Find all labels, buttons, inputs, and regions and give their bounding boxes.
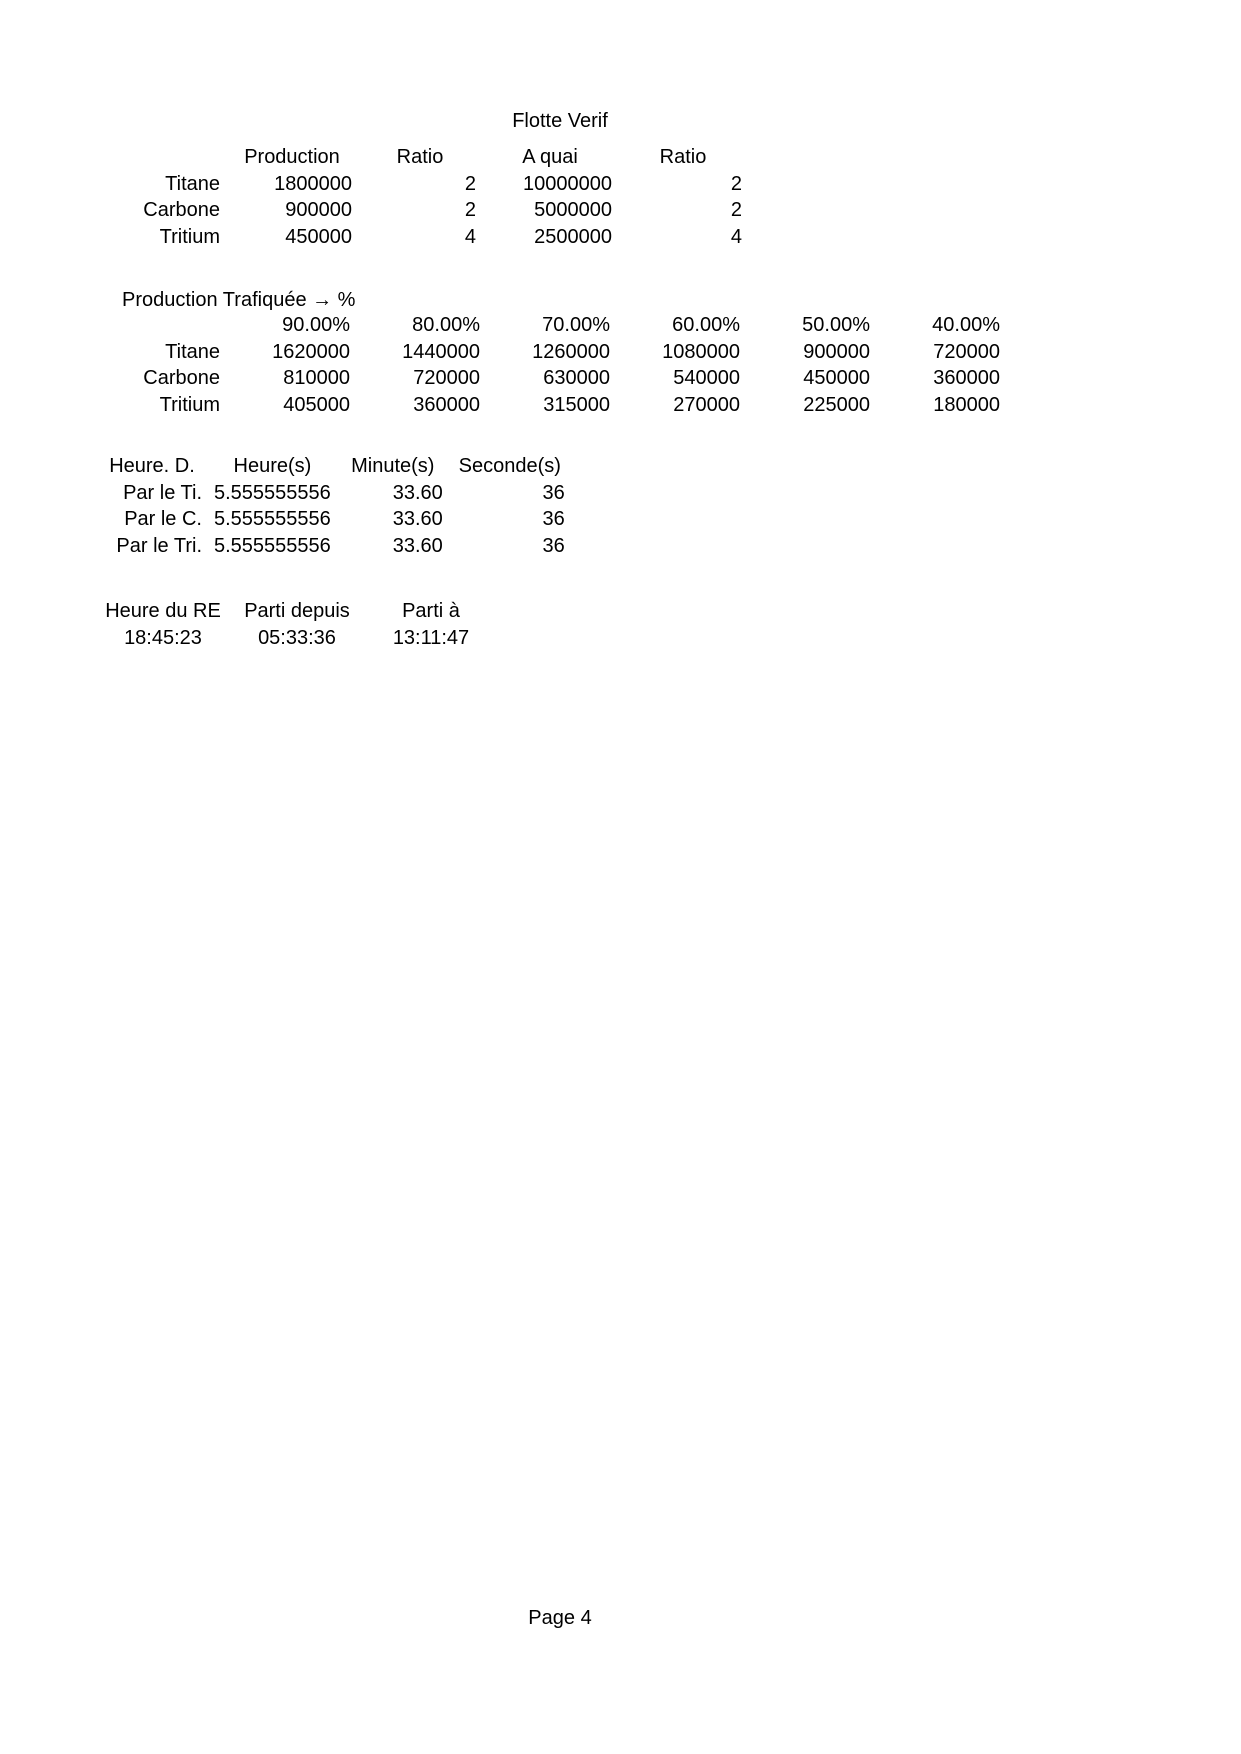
column-header-percent-40: 40.00% [932,314,1000,336]
cell-parti-a: 13:11:47 [392,626,470,649]
column-header-percent-90: 90.00% [282,314,350,336]
cell-titane-80: 1440000 [402,340,480,363]
column-header-parti-a: Parti à [402,600,460,622]
cell-carbone-90: 810000 [283,367,350,389]
heures-table [96,453,571,559]
page-footer: Page 4 [528,1607,592,1629]
cell-ratio-a-quai-tritium: 4 [730,225,742,248]
column-header-percent-60: 60.00% [672,314,740,336]
cell-titane-50: 900000 [803,340,870,363]
row-label-par-le-ti: Par le Ti. [123,481,202,504]
cell-secondes-c: 36 [542,508,565,530]
cell-ratio-production-tritium: 4 [464,225,476,248]
column-header-ratio-a-quai: Ratio [659,146,707,168]
column-header-ratio-production: Ratio [396,146,444,168]
row-label-par-le-c: Par le C. [124,508,202,530]
cell-ratio-a-quai-titane: 2 [730,172,742,195]
production-table [96,144,748,250]
column-header-a-quai: A quai [522,146,578,168]
table-row [96,392,1006,419]
row-label-titane: Titane [165,340,220,363]
column-header-heures: Heure(s) [233,455,312,477]
table-row [96,506,571,533]
cell-ratio-production-titane: 2 [464,172,476,195]
row-label-tritium: Tritium [159,393,220,416]
row-label-tritium: Tritium [159,225,220,248]
column-header-blank [96,144,226,171]
table-row [96,365,1006,392]
cell-production-tritium: 450000 [285,225,352,248]
cell-tritium-80: 360000 [413,393,480,416]
cell-a-quai-carbone: 5000000 [534,199,612,221]
table-row [96,533,571,560]
cell-tritium-90: 405000 [283,393,350,416]
cell-production-carbone: 900000 [285,199,352,221]
page-title: Flotte Verif [512,110,608,132]
table-row [96,625,498,652]
column-header-minutes: Minute(s) [351,455,435,477]
cell-carbone-70: 630000 [543,367,610,389]
row-label-carbone: Carbone [143,199,220,221]
table-header-row [96,312,1006,339]
cell-heure-du-re: 18:45:23 [124,626,202,649]
row-label-carbone: Carbone [143,367,220,389]
table-row [96,224,748,251]
cell-carbone-60: 540000 [673,367,740,389]
trafiquee-table [96,312,1006,418]
cell-ratio-a-quai-carbone: 2 [730,199,742,221]
cell-carbone-50: 450000 [803,367,870,389]
cell-tritium-50: 225000 [803,393,870,416]
cell-heures-c: 5.555555556 [214,508,331,530]
table-header-row [96,453,571,480]
cell-parti-depuis: 05:33:36 [258,626,336,649]
column-header-heure-du-re: Heure du RE [105,600,221,622]
cell-ratio-production-carbone: 2 [464,199,476,221]
column-header-secondes: Seconde(s) [458,455,561,477]
table-row [96,171,748,198]
cell-titane-70: 1260000 [532,340,610,363]
row-label-par-le-tri: Par le Tri. [116,534,202,557]
cell-carbone-80: 720000 [413,367,480,389]
column-header-percent-50: 50.00% [802,314,870,336]
cell-minutes-tri: 33.60 [392,534,443,557]
cell-minutes-ti: 33.60 [392,481,443,504]
cell-titane-40: 720000 [933,340,1000,363]
cell-heures-ti: 5.555555556 [214,481,331,504]
table-row [96,480,571,507]
cell-secondes-ti: 36 [542,481,565,504]
cell-production-titane: 1800000 [274,172,352,195]
cell-tritium-60: 270000 [673,393,740,416]
table-row [96,197,748,224]
cell-a-quai-titane: 10000000 [523,172,612,195]
cell-titane-90: 1620000 [272,340,350,363]
table-header-row [96,598,498,625]
table-header-row [96,144,748,171]
cell-titane-60: 1080000 [662,340,740,363]
column-header-production: Production [244,146,340,168]
column-header-heure-d: Heure. D. [109,455,195,477]
re-table [96,598,498,651]
cell-minutes-c: 33.60 [392,508,443,530]
row-label-titane: Titane [165,172,220,195]
column-header-percent-80: 80.00% [412,314,480,336]
trafiquee-caption: Production Trafiquée → % [122,289,356,311]
cell-carbone-40: 360000 [933,367,1000,389]
cell-tritium-40: 180000 [933,393,1000,416]
cell-a-quai-tritium: 2500000 [534,225,612,248]
table-row [96,339,1006,366]
column-header-blank [96,312,226,339]
cell-heures-tri: 5.555555556 [214,534,331,557]
cell-tritium-70: 315000 [543,393,610,416]
column-header-percent-70: 70.00% [542,314,610,336]
column-header-parti-depuis: Parti depuis [244,600,350,622]
cell-secondes-tri: 36 [542,534,565,557]
